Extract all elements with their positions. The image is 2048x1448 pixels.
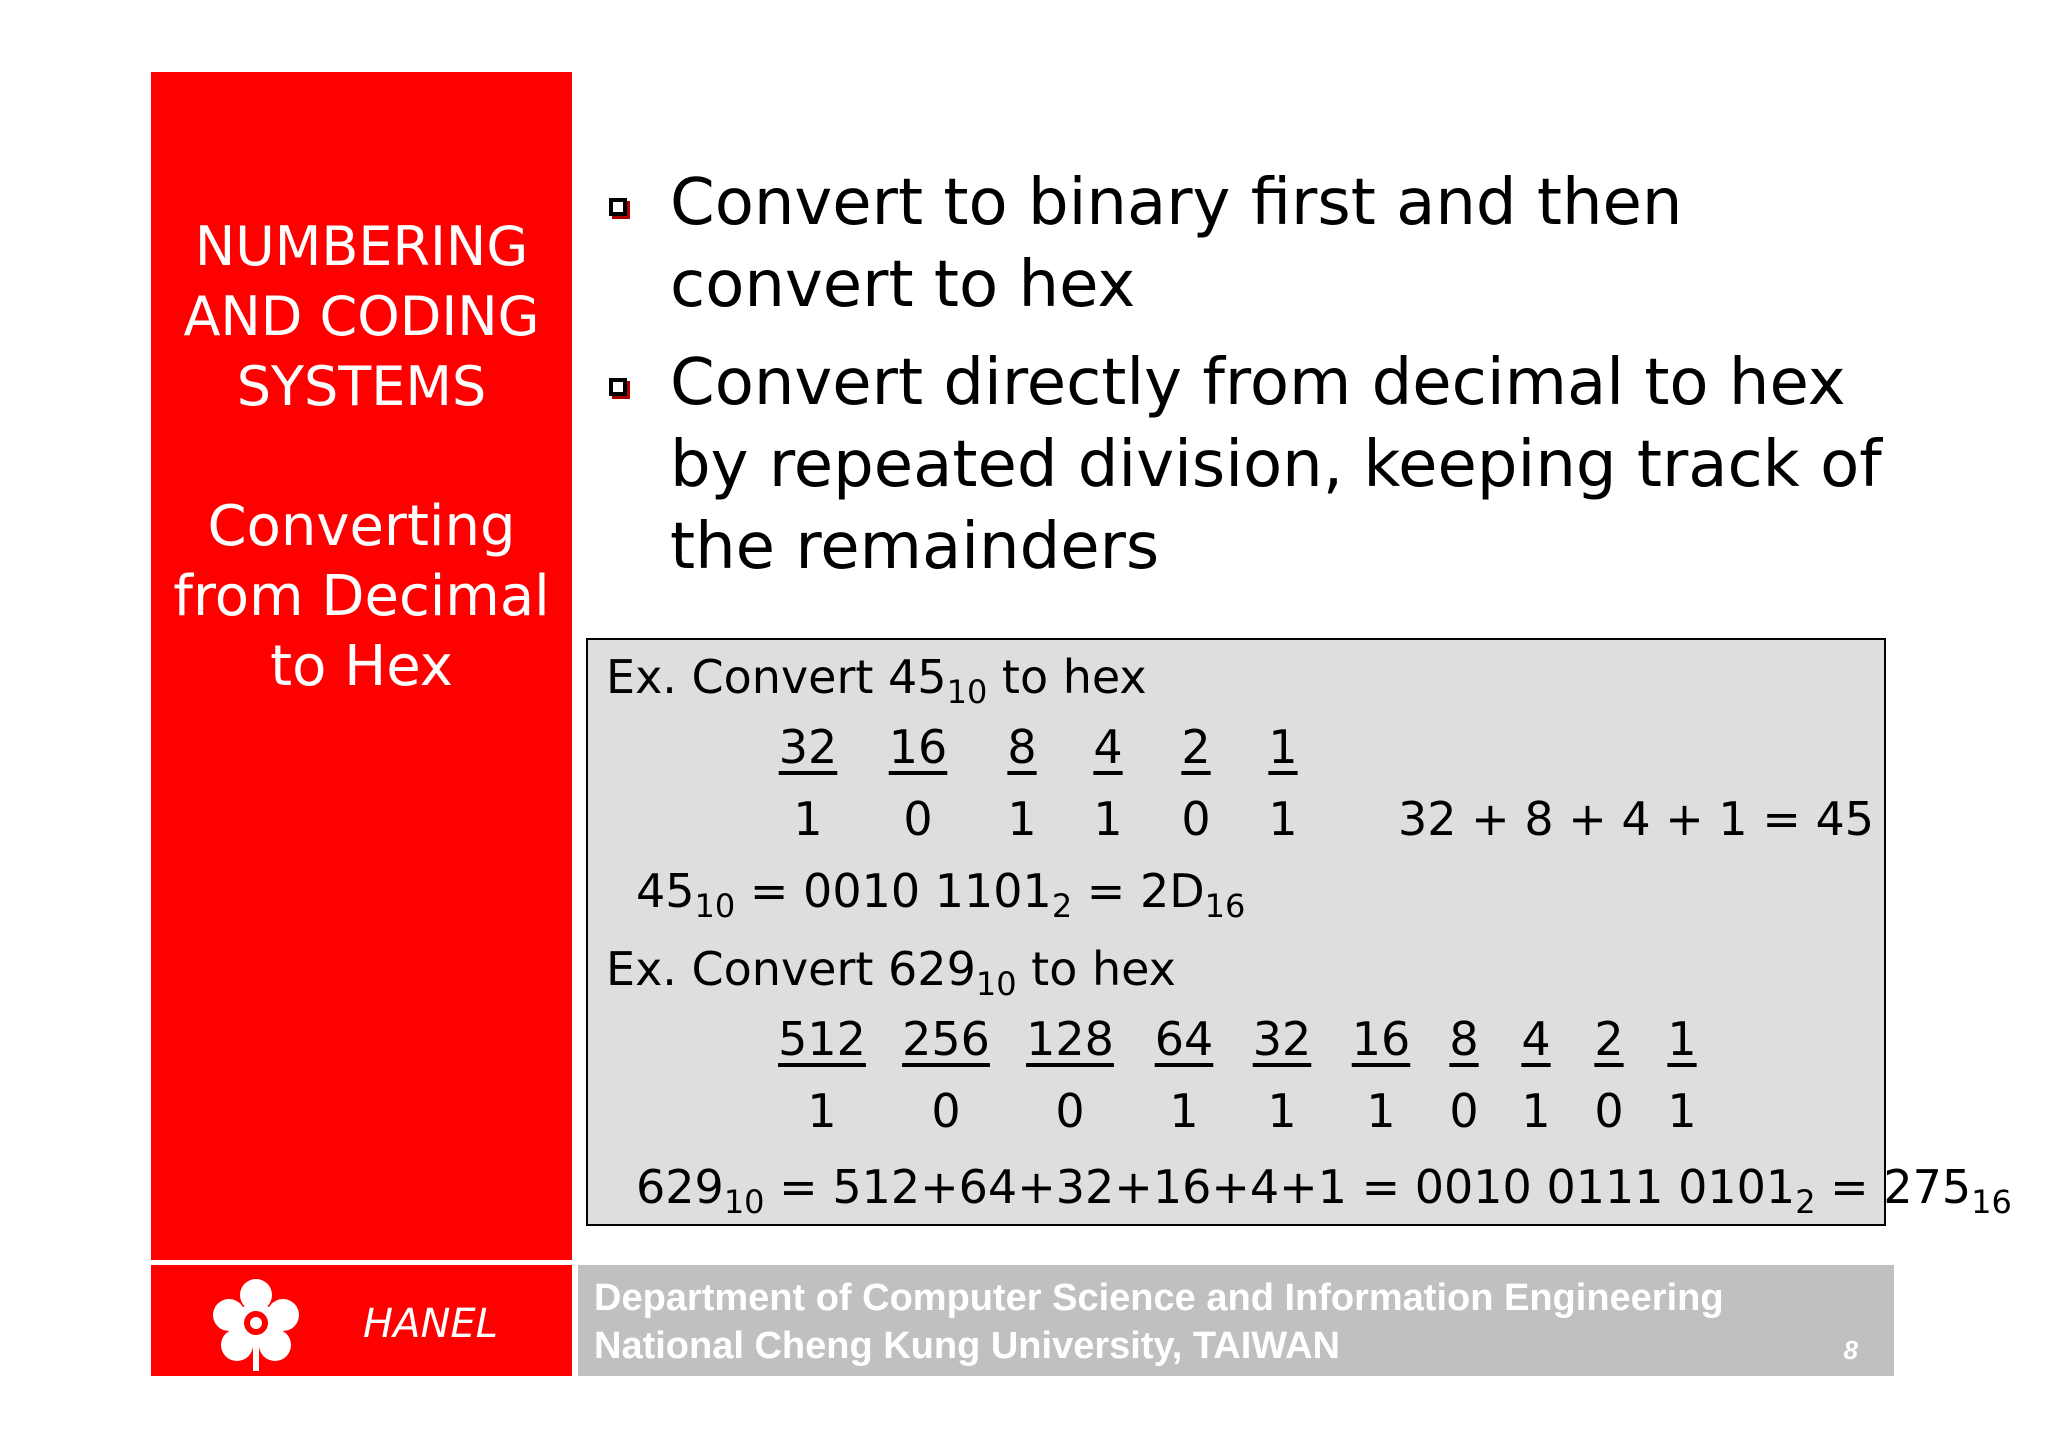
section-title-line: SYSTEMS xyxy=(236,355,487,418)
weight-label: 64 xyxy=(1154,1012,1214,1066)
weight-label: 2 xyxy=(1594,1012,1624,1066)
example2-prefix: Ex. Convert 629 xyxy=(606,942,976,996)
example1-sum: 32 + 8 + 4 + 1 = 45 xyxy=(1398,792,1875,846)
bit-value: 1 xyxy=(1268,792,1298,846)
department-name: Department of Computer Science and Information Engineering xyxy=(594,1277,1724,1319)
bit-value: 0 xyxy=(1594,1084,1624,1138)
sidebar xyxy=(151,72,572,1260)
example2-prefix-sub: 10 xyxy=(975,965,1017,1003)
example1-result-b: = 0010 1101 xyxy=(735,864,1052,918)
example2-result-b: = 512+64+32+16+4+1 = 0010 0111 0101 xyxy=(764,1160,1796,1214)
example1-result-b-sub: 2 xyxy=(1051,887,1073,925)
section-title-line: AND CODING xyxy=(183,285,540,348)
weight-label: 32 xyxy=(1252,1012,1312,1066)
university-name: National Cheng Kung University, TAIWAN xyxy=(594,1325,1340,1367)
weight-label: 512 xyxy=(778,1012,866,1066)
section-title xyxy=(151,212,572,422)
bit-value: 0 xyxy=(931,1084,961,1138)
example1-result xyxy=(636,864,1246,925)
example2-result-c: = 275 xyxy=(1815,1160,1972,1214)
bit-value: 1 xyxy=(793,792,823,846)
example-box xyxy=(586,638,2012,1226)
footer-info xyxy=(578,1265,1894,1376)
example2-result-a: 629 xyxy=(636,1160,724,1214)
weight-label: 128 xyxy=(1026,1012,1114,1066)
page-number: 8 xyxy=(1843,1335,1858,1365)
weight-label: 8 xyxy=(1007,720,1037,774)
bullet-line: the remainders xyxy=(670,510,1160,584)
weight-label: 4 xyxy=(1521,1012,1551,1066)
example2-result-a-sub: 10 xyxy=(723,1183,765,1221)
weight-label: 1 xyxy=(1667,1012,1697,1066)
section-subtitle-line: to Hex xyxy=(270,634,453,699)
example2-result-c-sub: 16 xyxy=(1971,1183,2012,1221)
bullet-line: Convert directly from decimal to hex xyxy=(670,346,1846,420)
example1-result-a: 45 xyxy=(636,864,695,918)
bit-value: 0 xyxy=(1055,1084,1085,1138)
example1-prefix: Ex. Convert 45 xyxy=(606,650,947,704)
example2-result xyxy=(636,1160,2012,1221)
bullet-line: convert to hex xyxy=(670,248,1136,322)
university-emblem-icon xyxy=(201,1273,311,1373)
example1-result-a-sub: 10 xyxy=(694,887,736,925)
bullet-line: by repeated division, keeping track of xyxy=(670,428,1882,502)
example1-result-c-sub: 16 xyxy=(1204,887,1246,925)
example2-suffix: to hex xyxy=(1016,942,1176,996)
bit-value: 0 xyxy=(903,792,933,846)
square-bullet-icon xyxy=(609,198,627,216)
footer-brand xyxy=(151,1265,572,1376)
bit-value: 1 xyxy=(1169,1084,1199,1138)
example1-heading xyxy=(606,650,1147,711)
section-subtitle-line: Converting xyxy=(207,494,516,559)
weight-label: 16 xyxy=(888,720,948,774)
weight-label: 2 xyxy=(1181,720,1211,774)
section-subtitle-line: from Decimal xyxy=(173,564,550,629)
weight-label: 32 xyxy=(778,720,838,774)
bit-value: 1 xyxy=(1007,792,1037,846)
bullet-item xyxy=(605,342,1882,588)
bullet-list xyxy=(605,162,1882,604)
section-title-line: NUMBERING xyxy=(194,215,529,278)
bit-value: 1 xyxy=(1093,792,1123,846)
example1-result-c: = 2D xyxy=(1072,864,1205,918)
weight-label: 16 xyxy=(1351,1012,1411,1066)
example1-prefix-sub: 10 xyxy=(946,673,988,711)
bit-value: 1 xyxy=(1267,1084,1297,1138)
example2-result-b-sub: 2 xyxy=(1795,1183,1816,1221)
bit-value: 0 xyxy=(1449,1084,1479,1138)
section-subtitle xyxy=(151,492,572,702)
weight-label: 4 xyxy=(1093,720,1123,774)
bit-value: 1 xyxy=(1366,1084,1396,1138)
weight-label: 256 xyxy=(902,1012,990,1066)
example1-suffix: to hex xyxy=(987,650,1147,704)
bit-value: 1 xyxy=(807,1084,837,1138)
bit-value: 0 xyxy=(1181,792,1211,846)
bit-value: 1 xyxy=(1521,1084,1551,1138)
weight-label: 1 xyxy=(1268,720,1298,774)
weight-label: 8 xyxy=(1449,1012,1479,1066)
bullet-item xyxy=(605,162,1865,326)
bit-value: 1 xyxy=(1667,1084,1697,1138)
author-name: HANEL xyxy=(363,1301,498,1347)
bullet-line: Convert to binary first and then xyxy=(670,166,1683,240)
example2-heading xyxy=(606,942,1176,1003)
square-bullet-icon xyxy=(609,378,627,396)
